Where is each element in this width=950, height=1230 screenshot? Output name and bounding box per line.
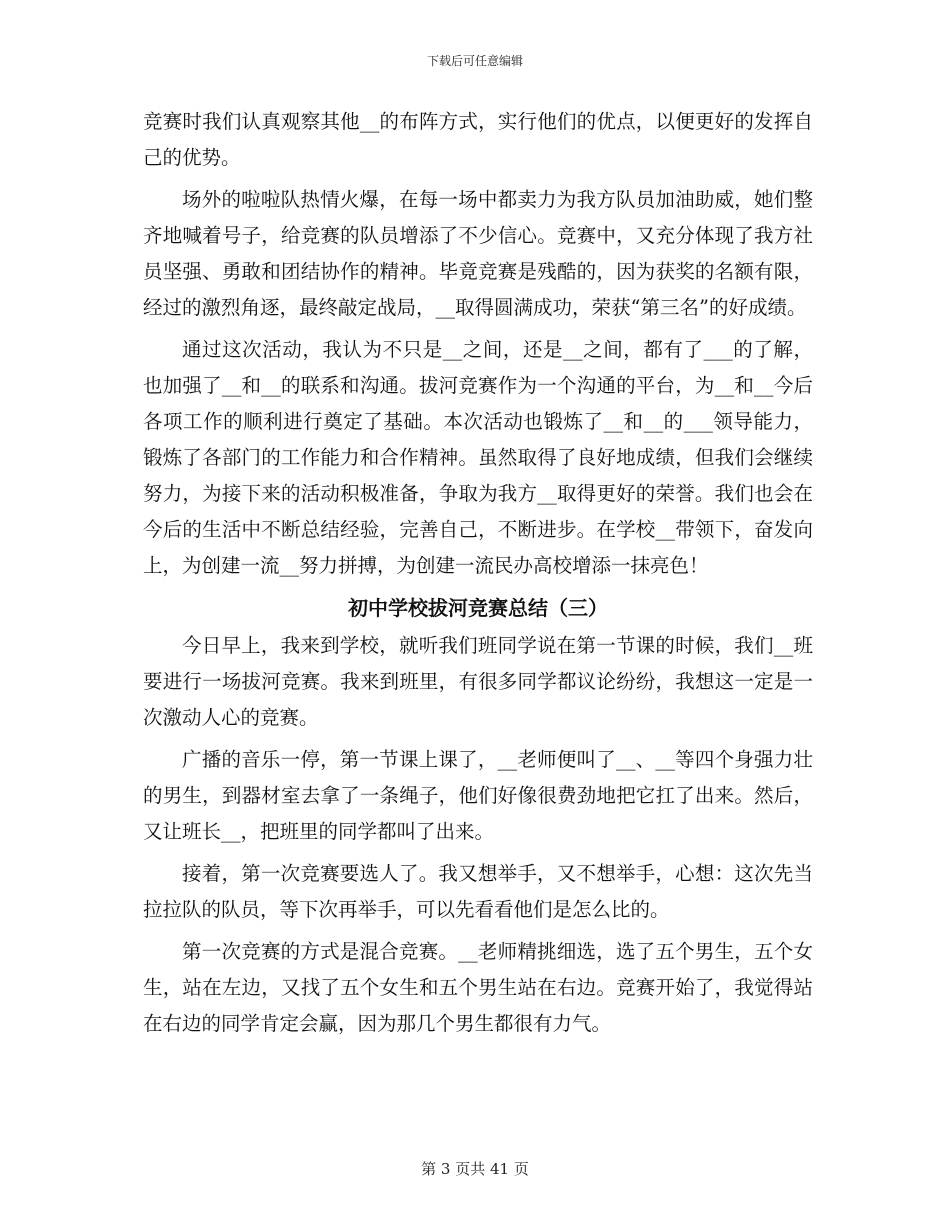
paragraph: 通过这次活动，我认为不只是__之间，还是__之间，都有了___的了解，也加强了__和__的联系和沟通。拔河竞赛作为一个沟通的平台，为__和__今后各项工作的顺利进行奠定了基础。本次活动也锻炼了__和__的___领导能力，锻炼了各部门的工作能力和合作精神。虽然取得了良好地成绩，但我们会继续努力，为接下来的活动积极准备，争取为我方__取得更好的荣誉。我们也会在今后的生活中不断总结经验，完善自己，不断进步。在学校__带领下，奋发向上，为创建一流__努力拼搏，为创建一流民办高校增添一抹亮色！ bbox=[143, 338, 813, 577]
document-body bbox=[143, 104, 813, 1048]
section-title: 初中学校拔河竞赛总结（三） bbox=[348, 596, 608, 620]
paragraph: 第一次竞赛的方式是混合竞赛。__老师精挑细选，选了五个男生，五个女生，站在左边，又找了五个女生和五个男生站在右边。竞赛开始了，我觉得站在右边的同学肯定会赢，因为那几个男生都很有力气。 bbox=[143, 940, 813, 1035]
page-footer: 第 3 页共 41 页 bbox=[421, 1160, 529, 1178]
paragraph: 广播的音乐一停，第一节课上课了，__老师便叫了__、__等四个身强力壮的男生，到器材室去拿了一条绳子，他们好像很费劲地把它扛了出来。然后，又让班长__，把班里的同学都叫了出来。 bbox=[143, 748, 813, 843]
paragraph: 接着，第一次竞赛要选人了。我又想举手，又不想举手，心想：这次先当拉拉队的队员，等下次再举手，可以先看看他们是怎么比的。 bbox=[143, 862, 813, 921]
paragraph: 场外的啦啦队热情火爆，在每一场中都卖力为我方队员加油助威，她们整齐地喊着号子，给竞赛的队员增添了不少信心。竞赛中，又充分体现了我方社员坚强、勇敢和团结协作的精神。毕竟竞赛是残酷的，因为获奖的名额有限，经过的激烈角逐，最终敲定战局，__取得圆满成功，荣获“第三名”的好成绩。 bbox=[143, 188, 813, 319]
paragraph: 今日早上，我来到学校，就听我们班同学说在第一节课的时候，我们__班要进行一场拔河竞赛。我来到班里，有很多同学都议论纷纷，我想这一定是一次激动人心的竞赛。 bbox=[143, 634, 813, 729]
paragraph: 竞赛时我们认真观察其他__的布阵方式，实行他们的优点，以便更好的发挥自己的优势。 bbox=[143, 110, 813, 169]
page-header: 下载后可任意编辑 bbox=[426, 54, 523, 68]
